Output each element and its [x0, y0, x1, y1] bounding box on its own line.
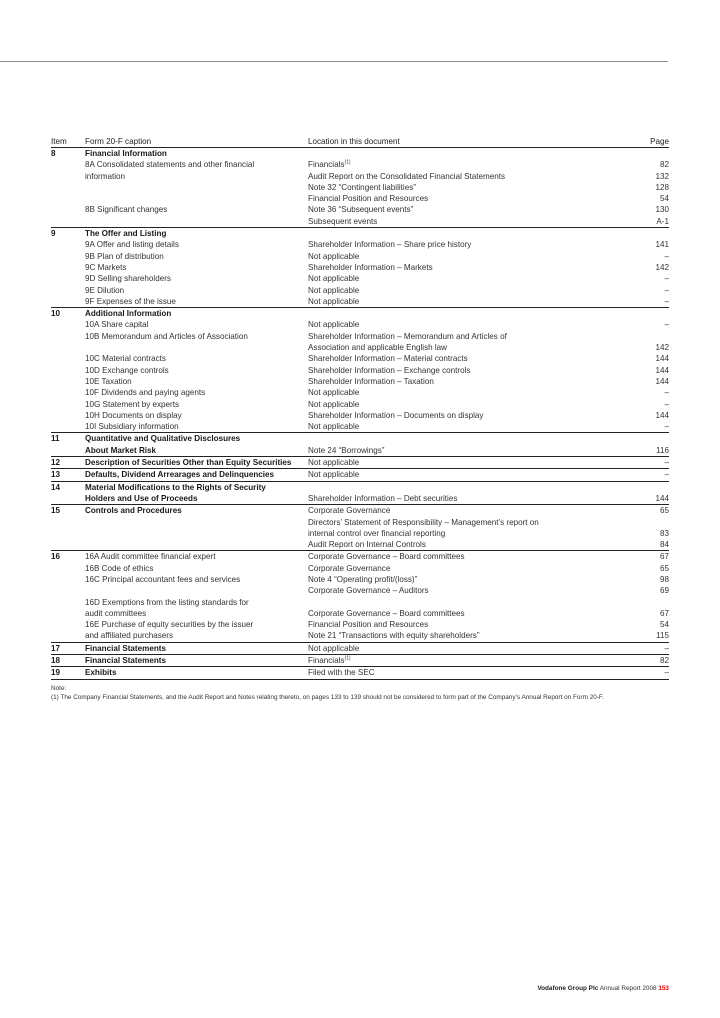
- form-20f-cross-reference-table: [51, 135, 669, 680]
- table-row: [51, 308, 669, 320]
- page-cell: 54: [659, 620, 669, 630]
- item-cell: [51, 630, 85, 642]
- location-cell: Note 24 “Borrowings”: [308, 445, 608, 457]
- item-cell: 8: [51, 149, 56, 158]
- caption-cell: and affiliated purchasers: [85, 630, 308, 642]
- location-cell: Not applicable: [308, 251, 360, 261]
- item-cell: [51, 445, 85, 457]
- caption-cell: [85, 585, 308, 596]
- location-cell: Corporate Governance: [308, 563, 391, 573]
- table-body: [51, 148, 669, 680]
- location-cell: Not applicable: [308, 457, 608, 469]
- caption-cell: Holders and Use of Proceeds: [85, 493, 308, 505]
- page-cell: [608, 517, 669, 528]
- item-cell: 11: [51, 434, 60, 444]
- footnote-marker: (1): [344, 159, 351, 166]
- item-cell: [51, 204, 85, 215]
- table-row: [51, 251, 669, 262]
- location-cell: [308, 433, 608, 445]
- caption-cell: 10C Material contracts: [85, 354, 166, 364]
- caption-cell: Additional Information: [85, 309, 172, 319]
- footnote: [51, 684, 681, 702]
- item-cell: [51, 342, 85, 353]
- item-cell: [51, 216, 85, 228]
- header-page: Page: [608, 135, 669, 148]
- page-cell: 98: [659, 574, 669, 584]
- table-row: [51, 445, 669, 457]
- page-cell: 115: [608, 630, 669, 642]
- page-cell: [608, 331, 669, 342]
- item-cell: [51, 193, 85, 204]
- location-cell: Shareholder Information – Share price history: [308, 240, 472, 250]
- caption-cell: [85, 182, 308, 193]
- item-cell: 10: [51, 309, 61, 319]
- footnote-marker: (1): [344, 655, 351, 662]
- caption-cell: Description of Securities Other than Equity Securities: [85, 457, 308, 469]
- page-cell: 67: [659, 608, 669, 618]
- location-cell: [308, 228, 608, 240]
- location-cell: Audit Report on Internal Controls: [308, 539, 608, 551]
- item-cell: 14: [51, 482, 61, 492]
- location-cell: [308, 308, 608, 320]
- page-cell: –: [608, 667, 669, 679]
- caption-cell: Defaults, Dividend Arrearages and Delinquencies: [85, 469, 308, 481]
- item-cell: 19: [51, 667, 85, 679]
- location-cell: Not applicable: [308, 469, 608, 481]
- table-row: [51, 667, 669, 679]
- page-cell: [608, 228, 669, 240]
- item-cell: [51, 597, 85, 608]
- item-cell: [51, 574, 85, 585]
- note-text: (1) The Company Financial Statements, and the Audit Report and Notes relating thereto, on pages 133 to 139 should not be considered to form part of the Company’s Annual Report on Form 20-F.: [51, 694, 604, 701]
- item-cell: 9: [51, 229, 56, 239]
- item-cell: [51, 239, 85, 250]
- item-cell: [51, 421, 85, 433]
- table-row: [51, 365, 669, 376]
- location-cell: Shareholder Information – Taxation: [308, 376, 434, 386]
- page-cell: 84: [608, 539, 669, 551]
- caption-cell: Controls and Procedures: [85, 506, 182, 516]
- page-cell: 130: [655, 205, 669, 215]
- caption-cell: 10A Share capital: [85, 320, 149, 330]
- table-row: [51, 193, 669, 204]
- table-row: [51, 216, 669, 228]
- item-cell: [51, 365, 85, 376]
- table-row: [51, 331, 669, 342]
- item-cell: [51, 251, 85, 262]
- location-cell: Not applicable: [308, 421, 608, 433]
- page-cell: 141: [655, 240, 669, 250]
- page-cell: 116: [608, 445, 669, 457]
- item-cell: 17: [51, 642, 85, 654]
- page-cell: 144: [655, 376, 669, 386]
- item-cell: [51, 171, 85, 182]
- item-cell: [51, 182, 85, 193]
- caption-cell: 16C Principal accountant fees and services: [85, 574, 241, 584]
- table-row: [51, 228, 669, 240]
- page-cell: –: [664, 274, 669, 284]
- caption-cell: Material Modifications to the Rights of Security: [85, 482, 266, 492]
- item-cell: [51, 262, 85, 273]
- caption-cell: The Offer and Listing: [85, 229, 167, 239]
- page-cell: 144: [655, 410, 669, 420]
- caption-cell: 10E Taxation: [85, 376, 132, 386]
- caption-cell: 16A Audit committee financial expert: [85, 552, 216, 562]
- footer-page-number: 153: [658, 985, 669, 992]
- caption-cell: About Market Risk: [85, 445, 308, 457]
- table-row: [51, 539, 669, 551]
- item-cell: [51, 273, 85, 284]
- caption-cell: 9E Dilution: [85, 285, 125, 295]
- page-cell: [608, 597, 669, 608]
- page-cell: [608, 308, 669, 320]
- caption-cell: [85, 193, 308, 204]
- note-heading: Note:: [51, 685, 67, 692]
- caption-cell: 10B Memorandum and Articles of Association: [85, 331, 248, 341]
- caption-cell: 16D Exemptions from the listing standards for: [85, 597, 249, 607]
- item-cell: 15: [51, 506, 61, 516]
- page-cell: A-1: [608, 216, 669, 228]
- page-cell: –: [608, 421, 669, 433]
- page-cell: 144: [608, 493, 669, 505]
- page-cell: –: [608, 457, 669, 469]
- location-cell: Financial Position and Resources: [308, 194, 429, 204]
- page-cell: –: [608, 296, 669, 308]
- location-cell: Not applicable: [308, 388, 360, 398]
- location-cell: Shareholder Information – Memorandum and Articles of: [308, 331, 507, 341]
- table-row: [51, 376, 669, 387]
- item-cell: [51, 619, 85, 630]
- caption-cell: 9D Selling shareholders: [85, 274, 171, 284]
- caption-cell: [85, 342, 308, 353]
- page-cell: 82: [608, 655, 669, 667]
- page-cell: [608, 481, 669, 493]
- table-row: [51, 171, 669, 182]
- location-cell: Subsequent events: [308, 216, 608, 228]
- item-cell: 12: [51, 457, 85, 469]
- page-cell: –: [608, 642, 669, 654]
- caption-cell: information: [85, 171, 126, 181]
- table-row: [51, 469, 669, 481]
- page-cell: 142: [655, 343, 669, 353]
- page-cell: –: [664, 285, 669, 295]
- footer-company: Vodafone Group Plc: [537, 985, 599, 992]
- page-cell: 128: [655, 182, 669, 192]
- item-cell: [51, 285, 85, 296]
- page-cell: 144: [655, 354, 669, 364]
- table-row: [51, 608, 669, 619]
- caption-cell: audit committees: [85, 608, 147, 618]
- table-row: [51, 505, 669, 517]
- table-row: [51, 262, 669, 273]
- item-cell: [51, 563, 85, 574]
- caption-cell: 9A Offer and listing details: [85, 240, 179, 250]
- location-cell: Corporate Governance – Board committees: [308, 608, 465, 618]
- item-cell: [51, 608, 85, 619]
- table-row: [51, 159, 669, 170]
- caption-cell: 10D Exchange controls: [85, 365, 169, 375]
- caption-cell: Quantitative and Qualitative Disclosures: [85, 434, 241, 444]
- header-location: Location in this document: [308, 135, 608, 148]
- location-cell: Not applicable: [308, 285, 360, 295]
- page-cell: [608, 148, 669, 160]
- location-cell: Association and applicable English law: [308, 343, 448, 353]
- item-cell: [51, 410, 85, 421]
- location-cell: [308, 481, 608, 493]
- location-cell: Not applicable: [308, 296, 608, 308]
- table-row: [51, 642, 669, 654]
- caption-cell: Financial Statements: [85, 655, 308, 667]
- page-cell: 83: [659, 528, 669, 538]
- page-footer: [537, 985, 669, 992]
- item-cell: 13: [51, 469, 85, 481]
- location-cell: Note 4 “Operating profit/(loss)”: [308, 574, 418, 584]
- page-cell: 65: [659, 506, 669, 516]
- page-cell: –: [664, 320, 669, 330]
- table-header-row: [51, 135, 669, 148]
- caption-cell: 16E Purchase of equity securities by the issuer: [85, 620, 254, 630]
- location-cell: Financials$^{(1)}$: [308, 159, 351, 170]
- caption-cell: [85, 539, 308, 551]
- location-cell: Note 32 “Contingent liabilities”: [308, 182, 416, 192]
- table-row: [51, 574, 669, 585]
- caption-cell: 9C Markets: [85, 262, 127, 272]
- location-cell: Financial Position and Resources: [308, 620, 429, 630]
- header-item: Item: [51, 135, 85, 148]
- caption-cell: 8B Significant changes: [85, 205, 168, 215]
- location-cell: Shareholder Information – Documents on display: [308, 410, 484, 420]
- cross-reference-table: [51, 135, 669, 680]
- item-cell: [51, 331, 85, 342]
- location-cell: Shareholder Information – Markets: [308, 262, 433, 272]
- caption-cell: 9B Plan of distribution: [85, 251, 164, 261]
- table-row: [51, 597, 669, 608]
- table-row: [51, 457, 669, 469]
- item-cell: [51, 159, 85, 170]
- table-row: [51, 285, 669, 296]
- location-cell: Directors’ Statement of Responsibility – Management’s report on: [308, 517, 539, 527]
- caption-cell: 9F Expenses of the issue: [85, 296, 308, 308]
- location-cell: Shareholder Information – Material contracts: [308, 354, 468, 364]
- location-cell: Financials$^{(1)}$: [308, 655, 608, 667]
- location-cell: Corporate Governance – Board committees: [308, 552, 465, 562]
- location-cell: Shareholder Information – Exchange controls: [308, 365, 471, 375]
- table-row: [51, 619, 669, 630]
- page-cell: –: [608, 469, 669, 481]
- item-cell: [51, 387, 85, 398]
- caption-cell: 16B Code of ethics: [85, 563, 154, 573]
- table-row: [51, 353, 669, 364]
- table-row: [51, 517, 669, 528]
- table-row: [51, 319, 669, 330]
- table-row: [51, 410, 669, 421]
- location-cell: Audit Report on the Consolidated Financial Statements: [308, 171, 506, 181]
- table-row: [51, 528, 669, 539]
- caption-cell: 10H Documents on display: [85, 410, 182, 420]
- caption-cell: [85, 517, 308, 528]
- table-row: [51, 399, 669, 410]
- top-rule: [0, 61, 668, 62]
- table-row: [51, 342, 669, 353]
- page-cell: 82: [659, 160, 669, 170]
- table-row: [51, 182, 669, 193]
- page-cell: 142: [655, 262, 669, 272]
- caption-cell: Financial Information: [85, 149, 167, 158]
- item-cell: [51, 493, 85, 505]
- item-cell: [51, 353, 85, 364]
- table-row: [51, 421, 669, 433]
- location-cell: Note 36 “Subsequent events”: [308, 205, 414, 215]
- location-cell: [308, 148, 608, 160]
- table-row: [51, 204, 669, 215]
- item-cell: [51, 539, 85, 551]
- item-cell: [51, 319, 85, 330]
- location-cell: Shareholder Information – Debt securities: [308, 493, 608, 505]
- caption-cell: 10I Subsidiary information: [85, 421, 308, 433]
- page-cell: –: [664, 251, 669, 261]
- table-row: [51, 585, 669, 596]
- table-row: [51, 563, 669, 574]
- header-caption: Form 20-F caption: [85, 135, 308, 148]
- caption-cell: Financial Statements: [85, 642, 308, 654]
- item-cell: 18: [51, 655, 85, 667]
- caption-cell: [85, 216, 308, 228]
- item-cell: [51, 399, 85, 410]
- location-cell: Corporate Governance: [308, 506, 391, 516]
- table-row: [51, 481, 669, 493]
- location-cell: internal control over financial reporting: [308, 528, 446, 538]
- page-cell: 132: [655, 171, 669, 181]
- location-cell: Note 21 “Transactions with equity shareholders”: [308, 630, 608, 642]
- table-row: [51, 630, 669, 642]
- item-cell: [51, 517, 85, 528]
- item-cell: [51, 528, 85, 539]
- caption-cell: 10G Statement by experts: [85, 399, 180, 409]
- location-cell: Not applicable: [308, 274, 360, 284]
- page-cell: 54: [659, 194, 669, 204]
- page-cell: 144: [655, 365, 669, 375]
- table-row: [51, 296, 669, 308]
- table-row: [51, 387, 669, 398]
- table-row: [51, 493, 669, 505]
- table-row: [51, 655, 669, 667]
- page-cell: –: [664, 399, 669, 409]
- table-row: [51, 273, 669, 284]
- table-row: [51, 148, 669, 160]
- table-row: [51, 239, 669, 250]
- caption-cell: [85, 528, 308, 539]
- location-cell: Not applicable: [308, 642, 608, 654]
- location-cell: Corporate Governance – Auditors: [308, 586, 429, 596]
- location-cell: Not applicable: [308, 399, 360, 409]
- caption-cell: 10F Dividends and paying agents: [85, 388, 206, 398]
- page-cell: 69: [659, 586, 669, 596]
- footer-report: Annual Report 2008: [598, 985, 659, 992]
- caption-cell: Exhibits: [85, 667, 308, 679]
- page-cell: 67: [659, 552, 669, 562]
- item-cell: [51, 376, 85, 387]
- item-cell: 16: [51, 552, 61, 562]
- table-row: [51, 433, 669, 445]
- location-cell: Not applicable: [308, 320, 360, 330]
- caption-cell: 8A Consolidated statements and other financial: [85, 160, 255, 170]
- page-cell: 65: [659, 563, 669, 573]
- location-cell: [308, 597, 608, 608]
- item-cell: [51, 296, 85, 308]
- item-cell: [51, 585, 85, 596]
- page-cell: [608, 433, 669, 445]
- page-cell: –: [664, 388, 669, 398]
- table-row: [51, 551, 669, 563]
- location-cell: Filed with the SEC: [308, 667, 608, 679]
